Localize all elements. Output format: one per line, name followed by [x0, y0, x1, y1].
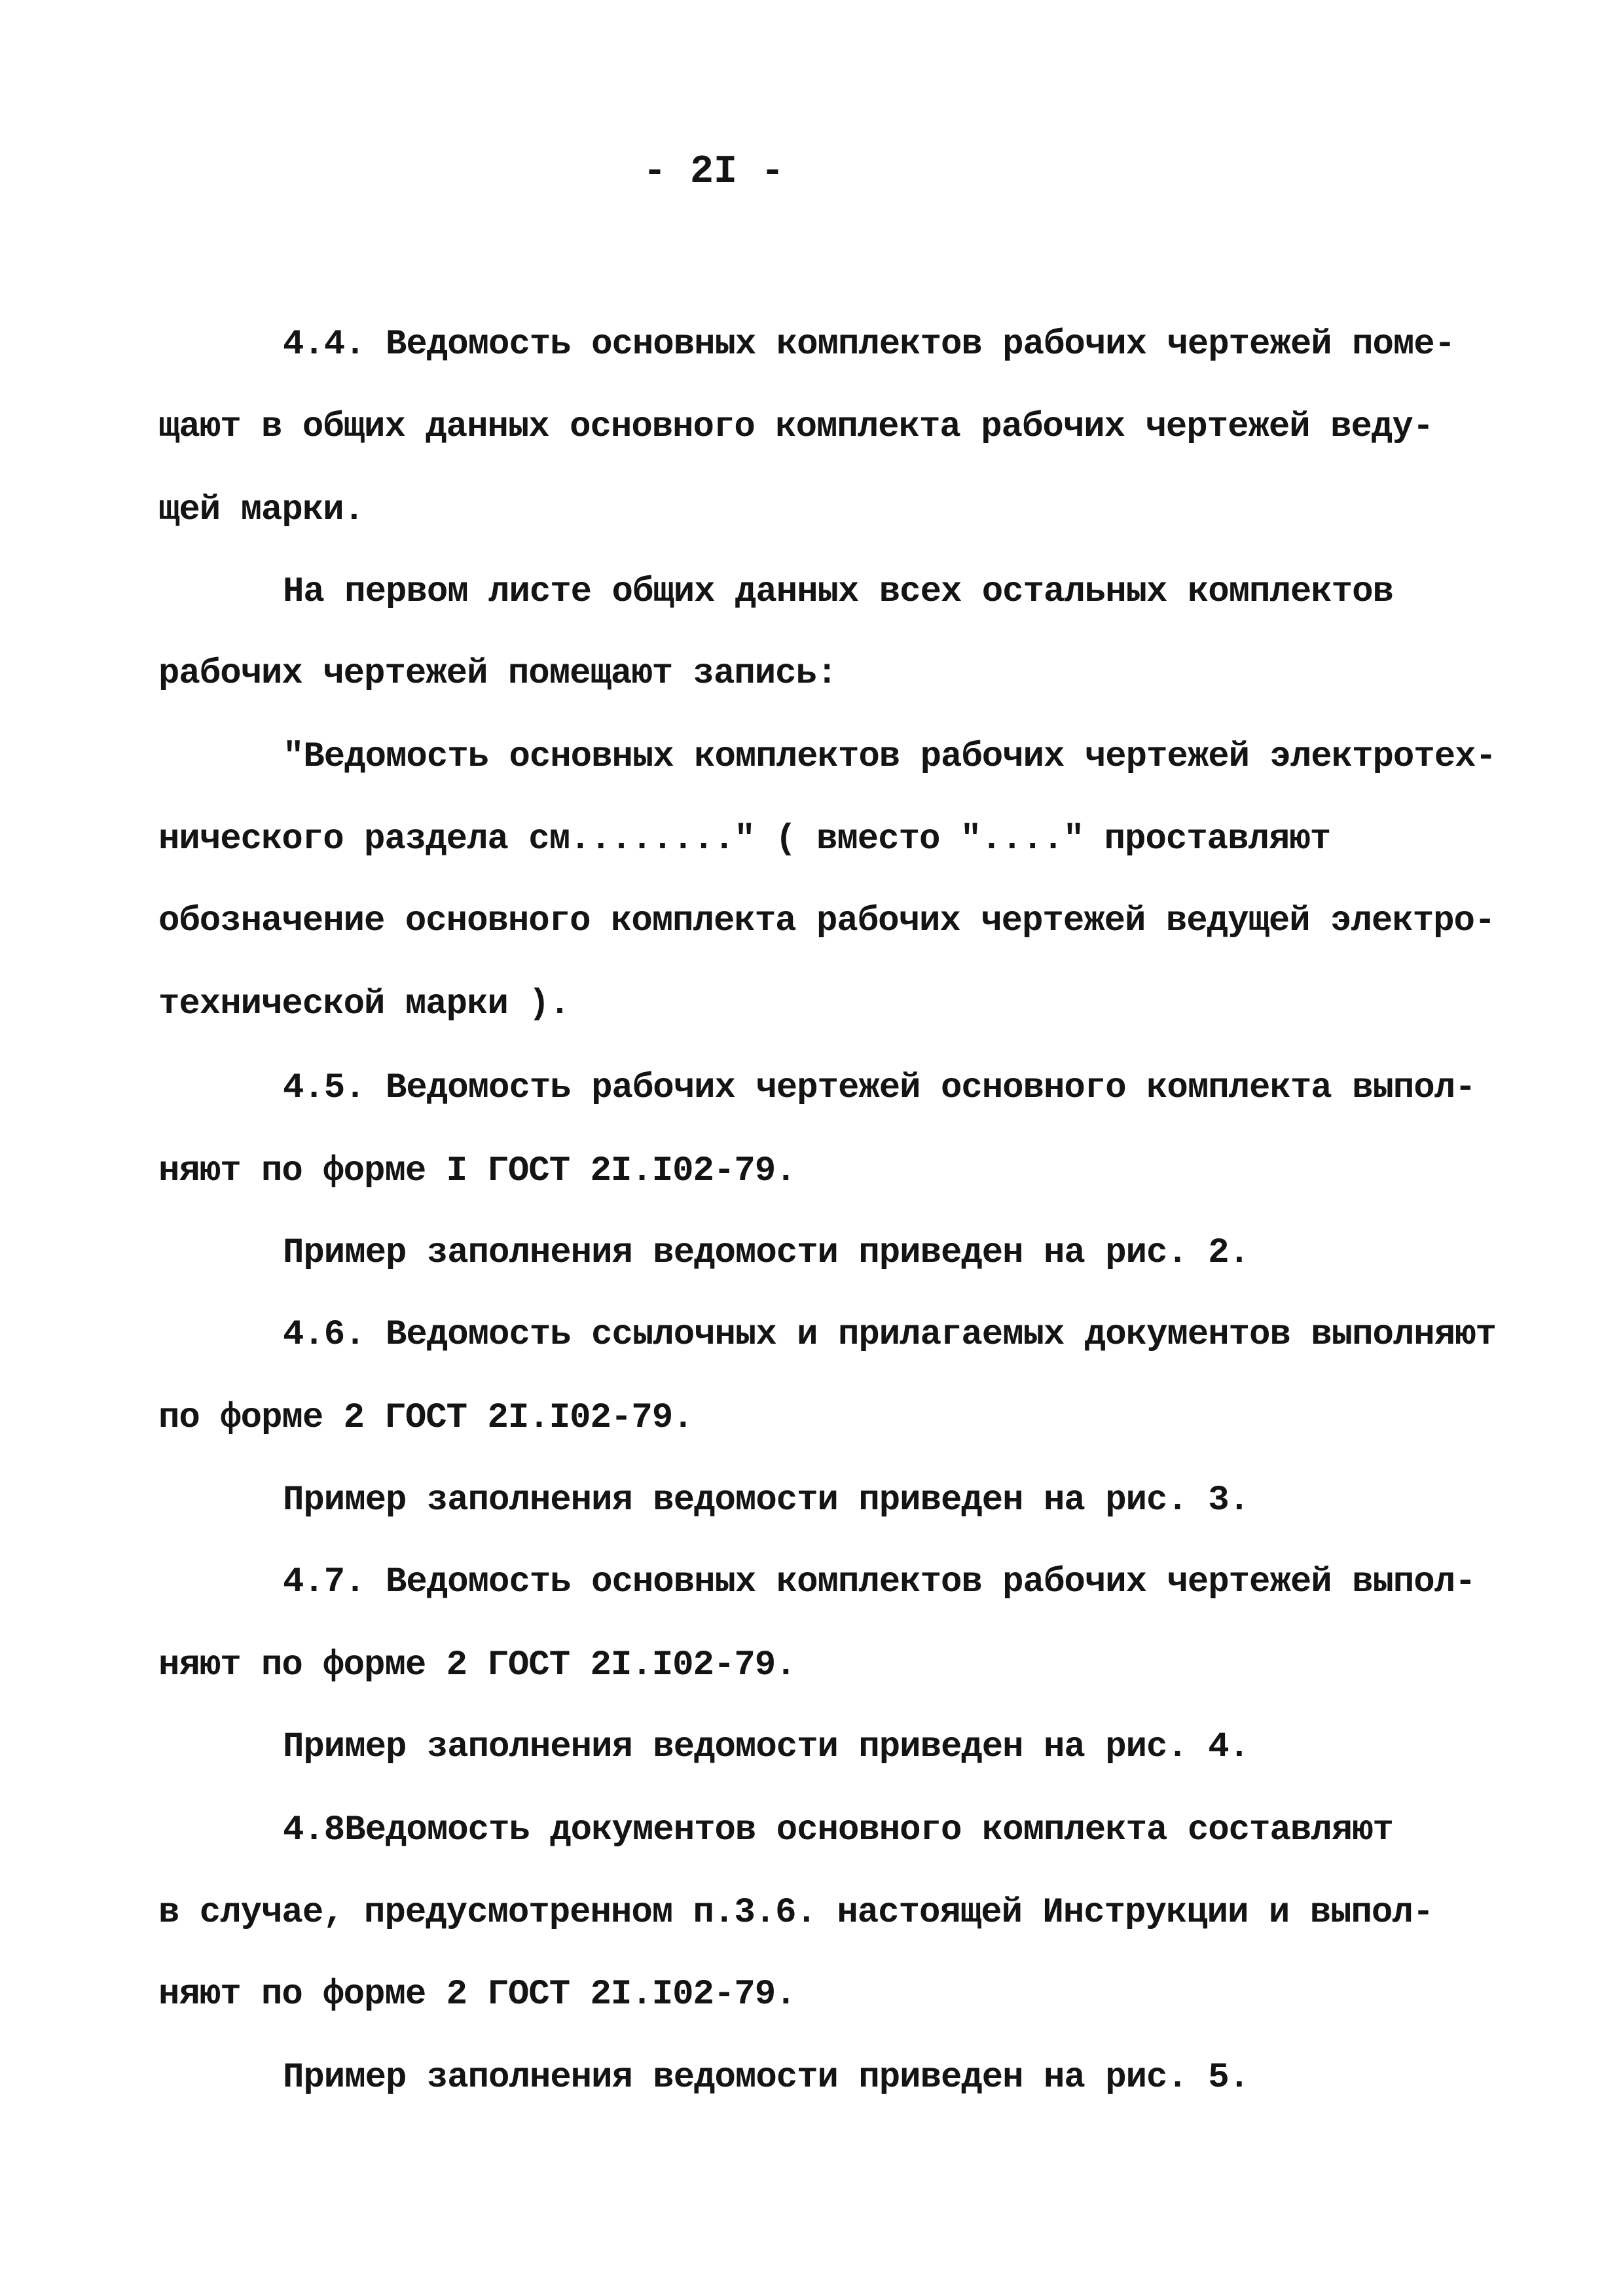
text-line-4-8-a: 4.8Ведомость документов основного комплекта составляют — [283, 1810, 1393, 1850]
text-line-4-6-a: 4.6. Ведомость ссылочных и прилагаемых документов выполняют — [283, 1315, 1496, 1355]
text-line-first-sheet-b: рабочих чертежей помещают запись: — [158, 654, 837, 694]
text-line-quote-c: обозначение основного комплекта рабочих чертежей ведущей электро- — [158, 901, 1495, 941]
text-line-4-5-a: 4.5. Ведомость рабочих чертежей основного комплекта выпол- — [283, 1068, 1476, 1108]
page-number: - 2I - — [642, 150, 785, 194]
text-line-4-7-b: няют по форме 2 ГОСТ 2I.I02-79. — [158, 1645, 796, 1685]
text-line-4-4-a: 4.4. Ведомость основных комплектов рабочих чертежей поме- — [283, 325, 1455, 365]
text-line-4-5-b: няют по форме I ГОСТ 2I.I02-79. — [158, 1151, 796, 1191]
text-line-4-4-b: щают в общих данных основного комплекта рабочих чертежей веду- — [158, 407, 1434, 447]
text-line-quote-d: технической марки ). — [158, 984, 570, 1024]
text-line-quote-a: "Ведомость основных комплектов рабочих чертежей электротех- — [283, 737, 1496, 777]
text-line-example-5: Пример заполнения ведомости приведен на рис. 5. — [283, 2058, 1250, 2098]
text-line-example-3: Пример заполнения ведомости приведен на рис. 3. — [283, 1480, 1250, 1520]
text-line-example-4: Пример заполнения ведомости приведен на рис. 4. — [283, 1727, 1250, 1767]
text-line-4-8-c: няют по форме 2 ГОСТ 2I.I02-79. — [158, 1975, 796, 2015]
text-line-4-4-c: щей марки. — [158, 490, 365, 530]
text-line-quote-b: нического раздела см........" ( вместо "...." проставляют — [158, 819, 1331, 859]
text-line-first-sheet-a: На первом листе общих данных всех остальных комплектов — [283, 572, 1393, 612]
text-line-4-6-b: по форме 2 ГОСТ 2I.I02-79. — [158, 1398, 693, 1438]
text-line-4-8-b: в случае, предусмотренном п.3.6. настоящей Инструкции и выпол- — [158, 1893, 1434, 1933]
text-line-4-7-a: 4.7. Ведомость основных комплектов рабочих чертежей выпол- — [283, 1562, 1476, 1602]
text-line-example-2: Пример заполнения ведомости приведен на рис. 2. — [283, 1233, 1250, 1273]
